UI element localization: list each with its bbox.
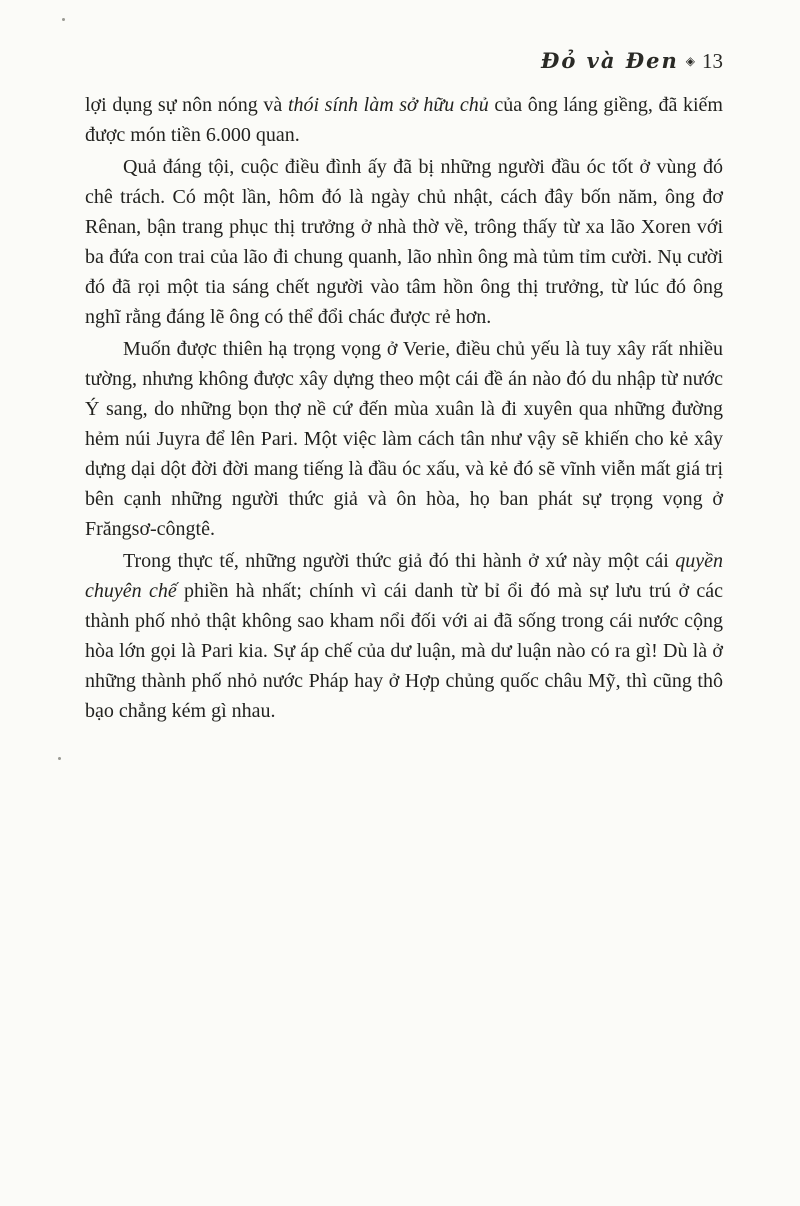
text-run: Quả đáng tội, cuộc điều đình ấy đã bị những người đầu óc tốt ở vùng đó chê trách. Có một lần, hôm đó là ngày chủ nhật, cách đây bốn năm, ông đơ Rênan, bận trang phục thị trưởng ở nhà thờ về, trông thấy từ xa lão Xoren với ba đứa con trai của lão đi chung quanh, lão nhìn ông mà tủm tỉm cười. Nụ cười đó đã rọi một tia sáng chết người vào tâm hồn ông thị trưởng, từ lúc đó ông nghĩ rằng đáng lẽ ông có thể đổi chác được rẻ hơn. — [85, 156, 723, 328]
paragraph — [85, 334, 723, 544]
page-number: 13 — [702, 49, 723, 73]
diamond-ornament-icon: ◈ — [685, 54, 695, 68]
text-run: của ông láng giềng, đã kiếm được món tiền 6.000 quan. — [85, 94, 723, 146]
text-run: Trong thực tế, những người thức giả đó thi hành ở xứ này một cái — [123, 550, 676, 572]
text-run: Muốn được thiên hạ trọng vọng ở Verie, điều chủ yếu là tuy xây rất nhiều tường, nhưng không được xây dựng theo một cái đề án nào đó du nhập từ nước Ý sang, do những bọn thợ nề cứ đến mùa xuân là đi xuyên qua những đường hẻm núi Juyra để lên Pari. Một việc làm cách tân như vậy sẽ khiến cho kẻ xây dựng dại dột đời đời mang tiếng là đầu óc xấu, và kẻ đó sẽ vĩnh viễn mất giá trị bên cạnh những người thức giả và ôn hòa, họ ban phát sự trọng vọng ở Frăngsơ-côngtê. — [85, 338, 723, 540]
text-run: lợi dụng sự nôn nóng và — [85, 94, 288, 116]
scan-artifact-dot — [62, 18, 65, 21]
italic-phrase: thói sính làm sở hữu chủ — [287, 94, 489, 116]
italic-phrase: quyền chuyên chế — [85, 550, 723, 602]
paragraph — [85, 152, 723, 332]
paragraph — [85, 546, 723, 726]
scan-artifact-dot — [58, 757, 61, 760]
book-title: Đỏ và Đen — [540, 48, 679, 73]
running-header — [85, 48, 723, 74]
paragraph — [85, 90, 723, 150]
text-run: phiền hà nhất; chính vì cái danh từ bỉ ổi đó mà sự lưu trú ở các thành phố nhỏ thật không sao kham nổi đối với ai đã sống trong cái nước cộng hòa lớn gọi là Pari kia. Sự áp chế của dư luận, mà dư luận nào có ra gì! Dù là ở những thành phố nhỏ nước Pháp hay ở Hợp chủng quốc châu Mỹ, thì cũng thô bạo chẳng kém gì nhau. — [85, 580, 723, 722]
body-text — [85, 90, 723, 728]
